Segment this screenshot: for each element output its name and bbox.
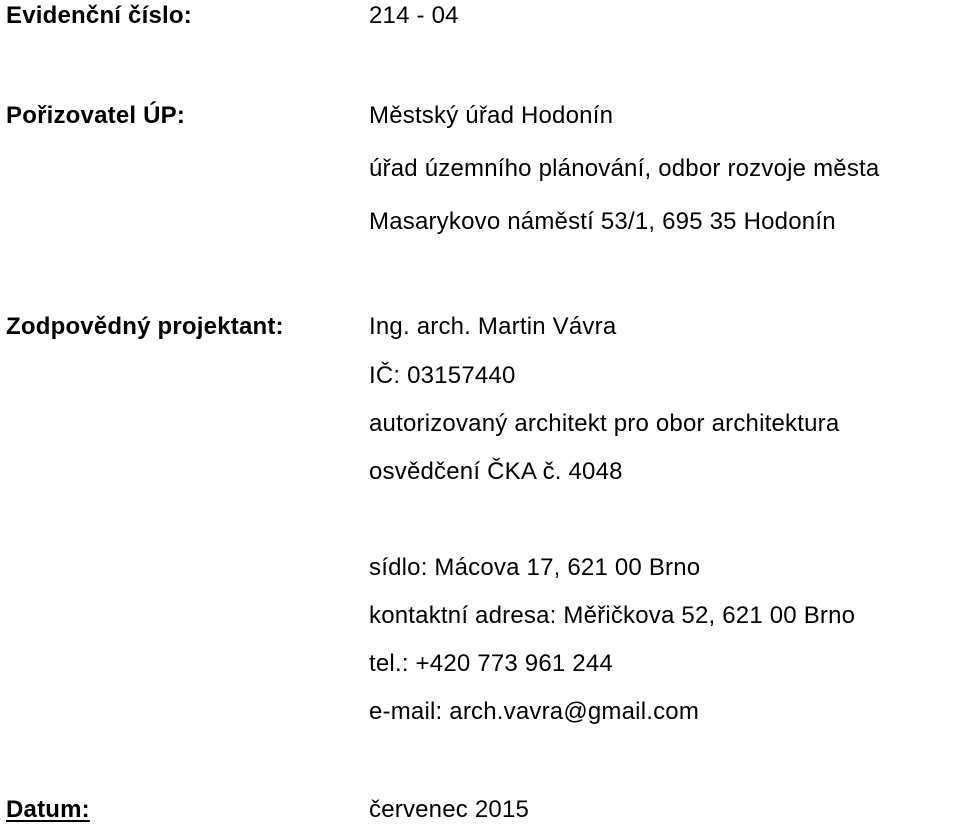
designer-contact-seat: sídlo: Mácova 17, 621 00 Brno: [369, 554, 701, 581]
evidence-number-value: 214 - 04: [369, 2, 459, 29]
designer-contact-email: e-mail: arch.vavra@gmail.com: [369, 698, 700, 725]
acquirer-line-office: Městský úřad Hodonín: [369, 102, 614, 129]
designer-line-name: Ing. arch. Martin Vávra: [369, 313, 617, 340]
designer-contact-phone: tel.: +420 773 961 244: [369, 650, 613, 677]
designer-label: Zodpovědný projektant:: [6, 313, 284, 340]
designer-line-certificate: osvědčení ČKA č. 4048: [369, 458, 623, 485]
designer-line-ico: IČ: 03157440: [369, 362, 516, 389]
acquirer-line-department: úřad územního plánování, odbor rozvoje města: [369, 155, 880, 182]
designer-line-authorization: autorizovaný architekt pro obor architektura: [369, 410, 840, 437]
date-value: červenec 2015: [369, 796, 530, 823]
designer-contact-address: kontaktní adresa: Měřičkova 52, 621 00 Brno: [369, 602, 856, 629]
acquirer-line-address: Masarykovo náměstí 53/1, 695 35 Hodonín: [369, 208, 836, 235]
evidence-number-label: Evidenční číslo:: [6, 2, 192, 29]
date-label: Datum:: [6, 796, 90, 823]
acquirer-label: Pořizovatel ÚP:: [6, 102, 186, 129]
